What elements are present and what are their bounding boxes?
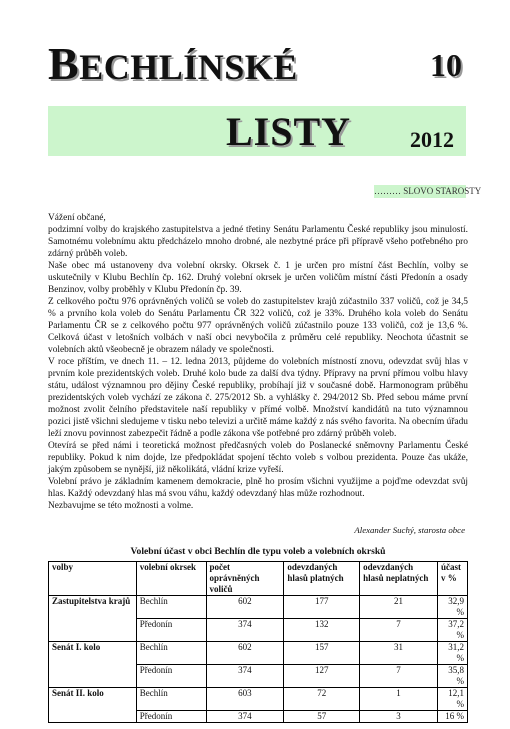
invalid-votes-cell: 3 (360, 711, 438, 723)
table-row (49, 688, 468, 711)
column-header: volební okrsek (136, 562, 206, 596)
valid-votes-cell: 72 (284, 688, 360, 711)
table-row (49, 619, 468, 642)
district-cell: Předonín (136, 619, 206, 642)
turnout-cell: 32,9 % (437, 596, 467, 619)
column-header: odevzdaných hlasů platných (284, 562, 360, 596)
district-cell: Bechlín (136, 688, 206, 711)
title-initial: B (48, 38, 80, 89)
column-header: účast v % (437, 562, 467, 596)
election-type-cell: Senát II. kolo (49, 688, 137, 711)
newsletter-title (48, 38, 298, 89)
valid-votes-cell: 57 (284, 711, 360, 723)
invalid-votes-cell: 7 (360, 619, 438, 642)
eligible-voters-cell: 602 (206, 642, 284, 665)
invalid-votes-cell: 21 (360, 596, 438, 619)
eligible-voters-cell: 374 (206, 711, 284, 723)
district-cell: Předonín (136, 665, 206, 688)
column-header: odevzdaných hlasů neplatných (360, 562, 438, 596)
invalid-votes-cell: 31 (360, 642, 438, 665)
issue-year: 2012 (410, 127, 454, 152)
author-signature: Alexander Suchý, starosta obce (354, 525, 465, 535)
election-type-cell: Senát I. kolo (49, 642, 137, 665)
column-header: počet oprávněných voličů (206, 562, 284, 596)
turnout-cell: 12,1 % (437, 688, 467, 711)
article-paragraph: Otevírá se před námi i teoretická možnost předčasných voleb do Poslanecké sněmovny Parlamentu České republiky. Pokud k nim dojde, lze předpokládat spojení těchto voleb s volbou prezidenta. Pouze čas ukáže, jakým způsobem se nynější, již několikátá, vládní krize vyřeší. (48, 441, 468, 475)
turnout-cell: 35,8 % (437, 665, 467, 688)
article-paragraph: Volební právo je základním kamenem demokracie, plně ho prosím všichni využijme a pojďme odevzdat svůj hlas. Každý odevzdaný hlas má svou váhu, každý odevzdaný hlas může rozhodnout. (48, 477, 468, 499)
article-paragraph: Naše obec má ustanoveny dva volební okrsky. Okrsek č. 1 je určen pro místní část Bechlín, volby se uskutečnily v Klubu Bechlín čp. 162. Druhý volební okrsek je určen voličům místní části Předonín a osady Benzinov, volby proběhly v Klubu Předonín čp. 39. (48, 261, 468, 295)
article-body (48, 212, 468, 512)
election-type-cell: Zastupitelstva krajů (49, 596, 137, 619)
section-label: ……… SLOVO STAROSTY (374, 186, 482, 196)
turnout-cell: 16 % (437, 711, 467, 723)
table-row (49, 596, 468, 619)
masthead (48, 38, 468, 89)
column-header: volby (49, 562, 137, 596)
valid-votes-cell: 157 (284, 642, 360, 665)
article-paragraph: V roce příštím, ve dnech 11. – 12. ledna 2013, půjdeme do volebních místností znovu, odevzdat svůj hlas v prvním kole prezidentských voleb. Druhé kolo bude za další dva týdny. Přípravy na první přímou volbu hlavy státu, událost významnou pro dějiny České republiky, probíhají již v současné době. Harmonogram průběhu prezidentských voleb vychází ze zákona č. 275/2012 Sb. a vyhlášky č. 294/2012 Sb. Před sebou máme první možnost zvolit čelního představitele naší republiky v přímé volbě. Množství kandidátů na tuto významnou pozici jistě všichni sledujeme v tisku nebo televizi a určitě máme každý z nás svého favorita. Na obecním úřadu leží znovu povinnost zabezpečit řádně a podle zákona vše potřebné pro zdárný průběh voleb. (48, 357, 468, 439)
valid-votes-cell: 132 (284, 619, 360, 642)
eligible-voters-cell: 602 (206, 596, 284, 619)
table-title: Volební účast v obci Bechlín dle typu voleb a volebních okrsků (130, 546, 386, 557)
article-paragraph: podzimní volby do krajského zastupitelstva a jedné třetiny Senátu Parlamentu České republiky jsou minulostí. Samotnému volebnímu aktu předcházelo mnoho drobné, ale nezbytné práce při přípravě všeho potřebného pro zdárný průběh voleb. (48, 225, 468, 259)
election-type-cell (49, 711, 137, 723)
invalid-votes-cell: 7 (360, 665, 438, 688)
table-row (49, 711, 468, 723)
district-cell: Bechlín (136, 596, 206, 619)
title-rest: ECHLÍNSKÉ (79, 47, 298, 87)
district-cell: Předonín (136, 711, 206, 723)
article-paragraph: Nezbavujme se této možnosti a volme. (48, 501, 194, 511)
election-type-cell (49, 619, 137, 642)
election-type-cell (49, 665, 137, 688)
issue-number: 10 (430, 47, 462, 83)
eligible-voters-cell: 374 (206, 619, 284, 642)
election-results-table (48, 561, 468, 723)
article-paragraph: Vážení občané, (48, 213, 106, 223)
table-row (49, 642, 468, 665)
valid-votes-cell: 177 (284, 596, 360, 619)
eligible-voters-cell: 374 (206, 665, 284, 688)
article-paragraph: Z celkového počtu 976 oprávněných voličů se voleb do zastupitelstev krajů zúčastnilo 337 voličů, což je 34,5 % a prvního kola voleb do Senátu Parlamentu ČR 322 voličů, což je 33%. Druhého kola voleb do Senátu Parlamentu ČR se z celkového počtu 977 oprávněných voličů zúčastnilo pouze 133 voličů, což je 13,6 %. Celková účast v letošních volbách v naší obci nevybočila z průměru celé republiky. Neochota účastnit se volebních aktů všeobecně je obrazem nálady ve společnosti. (48, 297, 468, 355)
valid-votes-cell: 127 (284, 665, 360, 688)
district-cell: Bechlín (136, 642, 206, 665)
invalid-votes-cell: 1 (360, 688, 438, 711)
title-band (48, 106, 466, 156)
table-header-row (49, 562, 468, 596)
eligible-voters-cell: 603 (206, 688, 284, 711)
turnout-cell: 31,2 % (437, 642, 467, 665)
table-row (49, 665, 468, 688)
turnout-cell: 37,2 % (437, 619, 467, 642)
newsletter-title-line2: LISTY (226, 109, 352, 154)
